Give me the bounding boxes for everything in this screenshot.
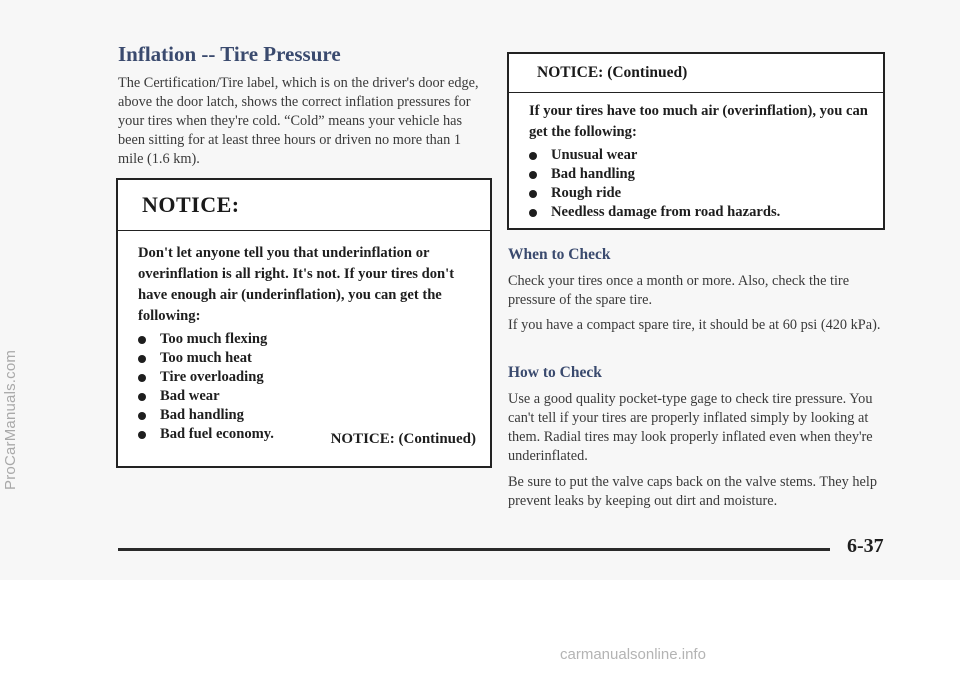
notice-lead: Don't let anyone tell you that underinflation or overinflation is all right. It's not. If your tires don't have enough air (underinflation), you can get the following: (138, 245, 455, 324)
bullet-icon (529, 171, 537, 179)
notice-title: NOTICE: (Continued) (537, 64, 688, 81)
list-item: Bad handling (138, 406, 476, 425)
page-number: 6-37 (847, 535, 884, 557)
list-item: Needless damage from road hazards. (529, 203, 869, 222)
list-item: Bad wear (138, 387, 476, 406)
list-item: Bad handling (529, 165, 869, 184)
bullet-icon (138, 355, 146, 363)
bullet-icon (529, 209, 537, 217)
how-to-check-paragraph-1: Use a good quality pocket-type gage to check tire pressure. You can't tell if your tires are properly inflated simply by looking at them. Radial tires may look properly inflated even when they're underinflated. (508, 391, 873, 464)
bullet-icon (529, 152, 537, 160)
notice-box-underinflation (116, 178, 492, 468)
bottom-watermark: carmanualsonline.info (560, 646, 706, 663)
when-to-check-heading: When to Check (508, 246, 611, 263)
notice-body (509, 93, 883, 222)
notice-title-row (509, 54, 883, 93)
side-watermark: ProCarManuals.com (2, 349, 19, 490)
bullet-icon (138, 374, 146, 382)
notice-lead: If your tires have too much air (overinflation), you can get the following: (529, 103, 868, 140)
notice-title-row (118, 180, 490, 231)
bullet-icon (138, 412, 146, 420)
bullet-icon (138, 393, 146, 401)
section-heading: Inflation -- Tire Pressure (118, 42, 341, 66)
notice-continued-label: NOTICE: (Continued) (330, 431, 476, 447)
how-to-check-paragraph-2: Be sure to put the valve caps back on the valve stems. They help prevent leaks by keeping out dirt and moisture. (508, 474, 877, 509)
notice-title: NOTICE: (142, 192, 240, 217)
list-item: Tire overloading (138, 368, 476, 387)
intro-paragraph: The Certification/Tire label, which is on the driver's door edge, above the door latch, shows the correct inflation pressures for your tires when they're cold. “Cold” means your vehicle has been sitting for at least three hours or driven no more than 1 mile (1.6 km). (118, 75, 479, 167)
when-to-check-paragraph-1: Check your tires once a month or more. Also, check the tire pressure of the spare tire. (508, 273, 850, 308)
notice-body (118, 231, 490, 444)
bullet-icon (138, 336, 146, 344)
list-item: Too much heat (138, 349, 476, 368)
bullet-icon (529, 190, 537, 198)
list-item: Unusual wear (529, 146, 869, 165)
list-item: Bad fuel economy. (138, 425, 476, 444)
list-item: Rough ride (529, 184, 869, 203)
how-to-check-heading: How to Check (508, 364, 602, 381)
bullet-icon (138, 431, 146, 439)
notice-list (138, 330, 476, 444)
when-to-check-paragraph-2: If you have a compact spare tire, it should be at 60 psi (420 kPa). (508, 317, 881, 333)
notice-list (529, 146, 869, 222)
list-item: Too much flexing (138, 330, 476, 349)
footer-rule (118, 548, 830, 551)
notice-box-overinflation (507, 52, 885, 230)
